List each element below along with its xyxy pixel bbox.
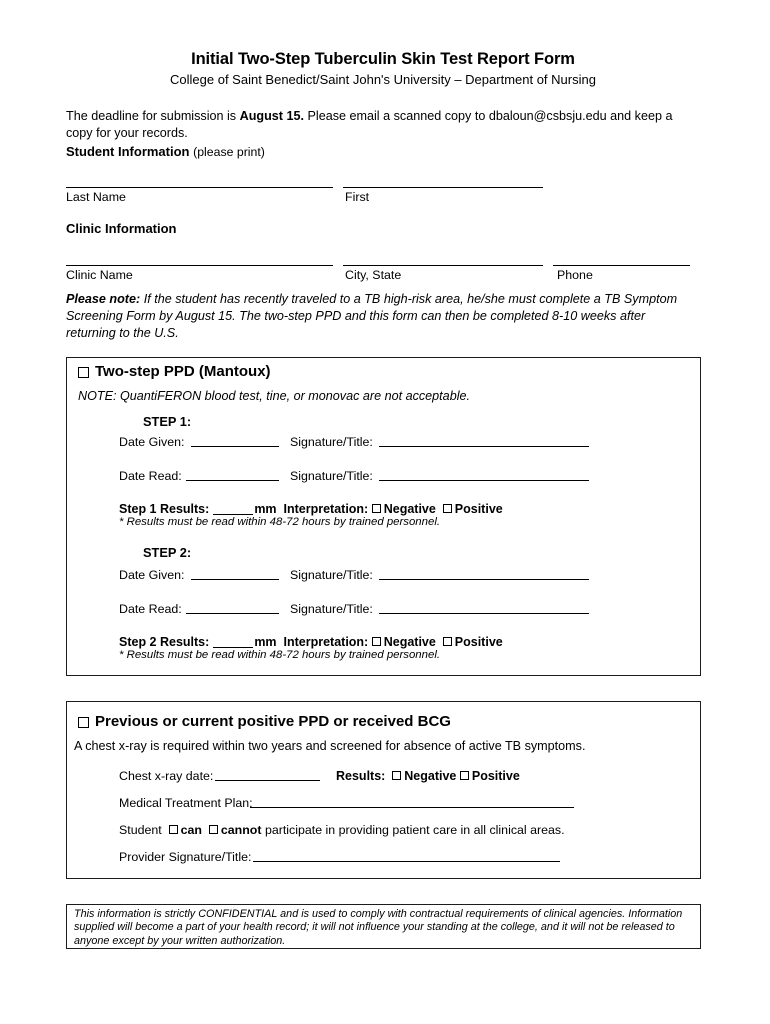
please-note-paragraph xyxy=(66,291,691,342)
step-2-results-input[interactable] xyxy=(213,647,253,648)
last-name-label: Last Name xyxy=(66,190,126,204)
step-1-date-read-label: Date Read: xyxy=(119,469,182,483)
last-name-input[interactable] xyxy=(66,187,333,188)
step-2-date-given-signature-label: Signature/Title: xyxy=(290,568,373,582)
step-1-date-given-signature-label: Signature/Title: xyxy=(290,435,373,449)
step-2-date-read-input[interactable] xyxy=(186,613,279,614)
step-2-footnote: * Results must be read within 48-72 hours by trained personnel. xyxy=(119,649,441,661)
step-2-results-label: Step 2 Results: xyxy=(119,635,210,649)
page-subtitle: College of Saint Benedict/Saint John's University – Department of Nursing xyxy=(170,72,596,87)
provider-signature-input[interactable] xyxy=(253,861,560,862)
chest-xray-negative-label: Negative xyxy=(404,769,457,783)
step-1-interpretation-label: Interpretation: xyxy=(283,502,369,516)
step-1-positive-checkbox[interactable] xyxy=(443,504,452,513)
step-1-results-input[interactable] xyxy=(213,514,253,515)
please-note-lead: Please note: xyxy=(66,292,141,306)
city-state-label: City, State xyxy=(345,268,402,282)
clinic-name-input[interactable] xyxy=(66,265,333,266)
step-2-negative-label: Negative xyxy=(383,635,436,649)
phone-label: Phone xyxy=(557,268,593,282)
deadline-paragraph xyxy=(66,108,691,142)
clinic-information-label: Clinic Information xyxy=(66,221,177,236)
two-step-ppd-note: NOTE: QuantiFERON blood test, tine, or monovac are not acceptable. xyxy=(78,389,470,403)
chest-xray-positive-checkbox[interactable] xyxy=(460,771,469,780)
student-participation-prefix: Student xyxy=(119,823,162,837)
chest-xray-results-row xyxy=(336,769,520,783)
step-2-date-read-signature-label: Signature/Title: xyxy=(290,602,373,616)
chest-xray-date-input[interactable] xyxy=(215,780,320,781)
step-2-positive-checkbox[interactable] xyxy=(443,637,452,646)
first-name-input[interactable] xyxy=(343,187,543,188)
step-1-results-unit: mm xyxy=(254,502,277,516)
student-participation-suffix: participate in providing patient care in all clinical areas. xyxy=(264,823,565,837)
two-step-ppd-title: Two-step PPD (Mantoux) xyxy=(95,363,271,380)
phone-input[interactable] xyxy=(553,265,690,266)
student-information-label: Student Information xyxy=(66,144,190,159)
confidentiality-notice-text: This information is strictly CONFIDENTIAL and is used to comply with contractual requirements of clinical agencies. Information supplied will become a part of your health record; it will not influence your standing at the college, and it will not be released to anyone except by your written authorization. xyxy=(74,908,683,947)
step-1-date-read-signature-label: Signature/Title: xyxy=(290,469,373,483)
step-1-date-given-signature-input[interactable] xyxy=(379,446,589,447)
chest-xray-positive-label: Positive xyxy=(471,769,520,783)
city-state-input[interactable] xyxy=(343,265,543,266)
step-1-label: STEP 1: xyxy=(143,414,192,429)
step-2-date-given-input[interactable] xyxy=(191,579,279,580)
step-1-date-read-input[interactable] xyxy=(186,480,279,481)
step-1-negative-checkbox[interactable] xyxy=(372,504,381,513)
chest-xray-negative-checkbox[interactable] xyxy=(392,771,401,780)
student-cannot-checkbox[interactable] xyxy=(209,825,218,834)
step-2-positive-label: Positive xyxy=(454,635,503,649)
step-2-date-read-signature-input[interactable] xyxy=(379,613,589,614)
step-1-date-read-signature-input[interactable] xyxy=(379,480,589,481)
clinic-information-heading xyxy=(66,221,177,236)
step-2-interpretation-label: Interpretation: xyxy=(283,635,369,649)
please-note-text: If the student has recently traveled to a TB high-risk area, he/she must complete a TB Symptom Screening Form by August 15. The two-step PPD and this form can then be completed 8-10 weeks after returning to the U.S. xyxy=(66,292,678,340)
student-participation-row xyxy=(119,823,565,837)
previous-ppd-bcg-checkbox[interactable] xyxy=(78,717,89,728)
step-1-results-row xyxy=(119,502,503,516)
step-1-positive-label: Positive xyxy=(454,502,503,516)
page-title: Initial Two-Step Tuberculin Skin Test Report Form xyxy=(191,50,575,68)
chest-xray-results-label: Results: xyxy=(336,769,386,783)
step-2-label: STEP 2: xyxy=(143,545,192,560)
provider-signature-label: Provider Signature/Title: xyxy=(119,850,252,864)
medical-treatment-plan-input[interactable] xyxy=(250,807,574,808)
step-2-results-row xyxy=(119,635,503,649)
step-1-date-given-input[interactable] xyxy=(191,446,279,447)
student-can-checkbox[interactable] xyxy=(169,825,178,834)
student-information-heading xyxy=(66,144,265,159)
student-can-label: can xyxy=(180,823,202,837)
deadline-date: August 15. xyxy=(239,109,304,123)
previous-ppd-bcg-subtitle: A chest x-ray is required within two years and screened for absence of active TB symptoms. xyxy=(74,739,586,753)
step-2-date-given-signature-input[interactable] xyxy=(379,579,589,580)
step-2-date-read-label: Date Read: xyxy=(119,602,182,616)
step-2-negative-checkbox[interactable] xyxy=(372,637,381,646)
deadline-suffix: Please email a scanned copy to dbaloun@csbsju.edu and keep a copy for your records. xyxy=(66,109,673,140)
step-1-results-label: Step 1 Results: xyxy=(119,502,210,516)
step-1-footnote: * Results must be read within 48-72 hours by trained personnel. xyxy=(119,516,441,528)
first-name-label: First xyxy=(345,190,370,204)
step-1-date-given-label: Date Given: xyxy=(119,435,185,449)
deadline-prefix: The deadline for submission is xyxy=(66,109,240,123)
chest-xray-date-label: Chest x-ray date: xyxy=(119,769,214,783)
student-information-sublabel: (please print) xyxy=(193,145,265,159)
step-1-negative-label: Negative xyxy=(383,502,436,516)
student-cannot-label: cannot xyxy=(220,823,262,837)
previous-ppd-bcg-title: Previous or current positive PPD or received BCG xyxy=(95,713,451,730)
clinic-name-label: Clinic Name xyxy=(66,268,133,282)
step-2-results-unit: mm xyxy=(254,635,277,649)
medical-treatment-plan-label: Medical Treatment Plan: xyxy=(119,796,253,810)
two-step-ppd-checkbox[interactable] xyxy=(78,367,89,378)
step-2-date-given-label: Date Given: xyxy=(119,568,185,582)
